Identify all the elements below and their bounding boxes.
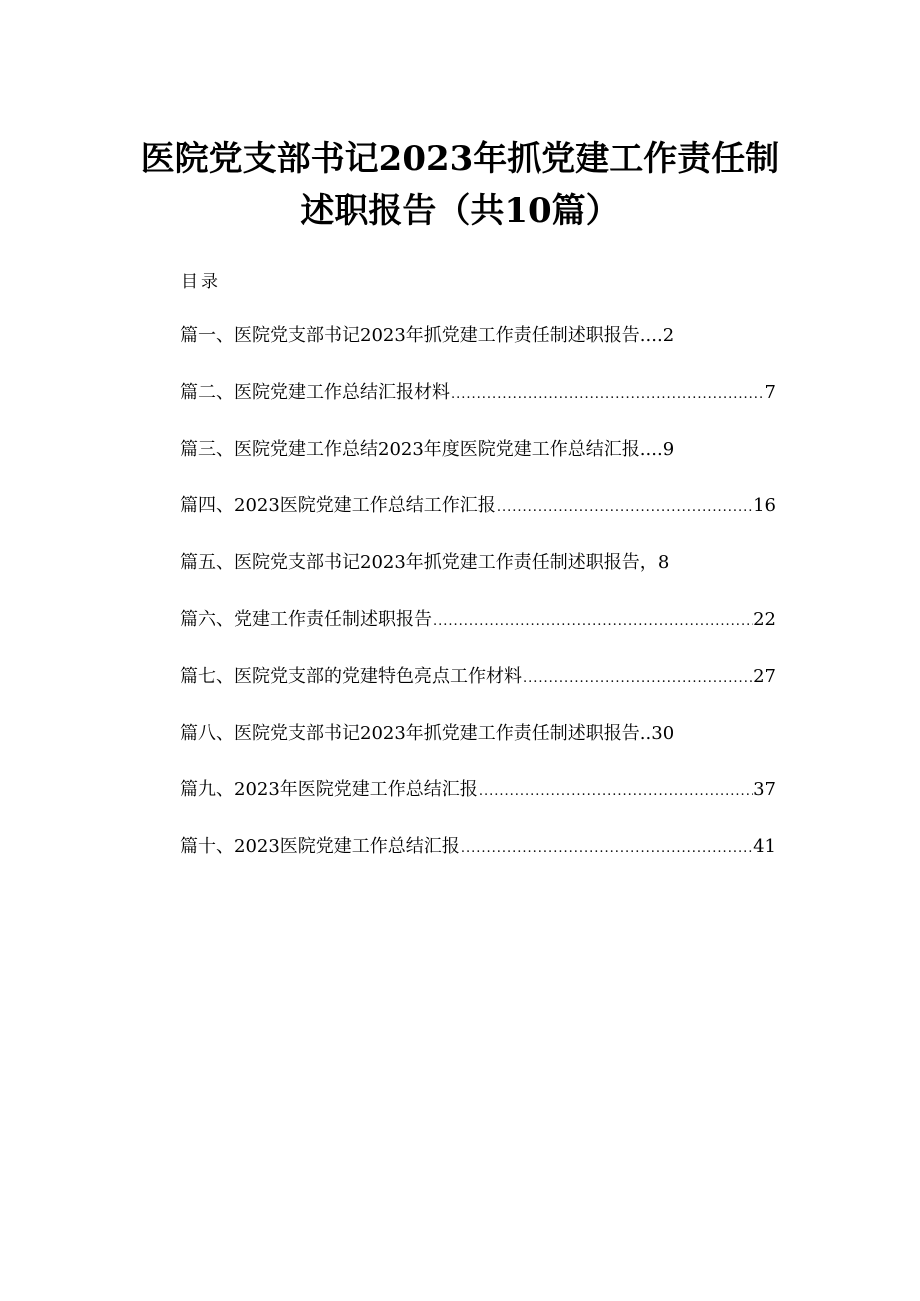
toc-entry-page: 7 (764, 381, 776, 403)
toc-entry-page: 41 (753, 836, 776, 858)
toc-entry-8[interactable] (180, 720, 776, 777)
toc-entry-title: 篇二、医院党建工作总结汇报材料 (180, 381, 450, 403)
toc-dot-leader (432, 608, 753, 636)
toc-entry-3[interactable] (180, 436, 776, 493)
toc-entry-title: 篇四、2023医院党建工作总结工作汇报 (180, 495, 496, 517)
toc-entry-title: 篇九、2023年医院党建工作总结汇报 (180, 779, 478, 801)
toc-entry-1[interactable] (180, 322, 776, 379)
toc-entry-page: 8 (657, 552, 670, 574)
toc-entry-title: 篇八、医院党支部书记2023年抓党建工作责任制述职报告.. (180, 722, 652, 744)
document-title-line-1: 医院党支部书记2023年抓党建工作责任制 (140, 139, 780, 179)
toc-dot-leader (450, 381, 765, 409)
toc-entry-title: 篇六、党建工作责任制述职报告 (180, 608, 432, 630)
table-of-contents (180, 322, 776, 890)
toc-entry-title: 篇三、医院党建工作总结2023年度医院党建工作总结汇报.... (180, 438, 663, 460)
document-title-line-2: 述职报告（共10篇） (300, 191, 620, 231)
toc-entry-page: 16 (753, 495, 776, 517)
toc-entry-9[interactable] (180, 776, 776, 833)
toc-entry-page: 37 (753, 779, 776, 801)
toc-entry-page: 9 (662, 438, 675, 460)
toc-heading: 目录 (181, 272, 221, 292)
toc-entry-5[interactable] (180, 549, 776, 606)
toc-entry-title: 篇一、医院党支部书记2023年抓党建工作责任制述职报告.... (180, 325, 663, 346)
toc-entry-title: 篇七、医院党支部的党建特色亮点工作材料 (180, 665, 522, 687)
toc-dot-leader (522, 665, 753, 693)
toc-dot-leader (478, 778, 753, 806)
toc-entry-page: 2 (662, 325, 675, 346)
toc-dot-leader (496, 494, 753, 522)
toc-dot-leader (460, 835, 753, 863)
toc-entry-page: 30 (651, 722, 675, 744)
toc-entry-7[interactable] (180, 663, 776, 720)
toc-entry-title: 篇五、医院党支部书记2023年抓党建工作责任制述职报告， (180, 552, 658, 574)
toc-entry-6[interactable] (180, 606, 776, 663)
toc-entry-page: 27 (753, 665, 776, 687)
toc-entry-page: 22 (753, 608, 776, 630)
toc-entry-10[interactable] (180, 833, 776, 890)
toc-entry-title: 篇十、2023医院党建工作总结汇报 (180, 836, 460, 858)
toc-entry-4[interactable] (180, 492, 776, 549)
toc-entry-2[interactable] (180, 379, 776, 436)
